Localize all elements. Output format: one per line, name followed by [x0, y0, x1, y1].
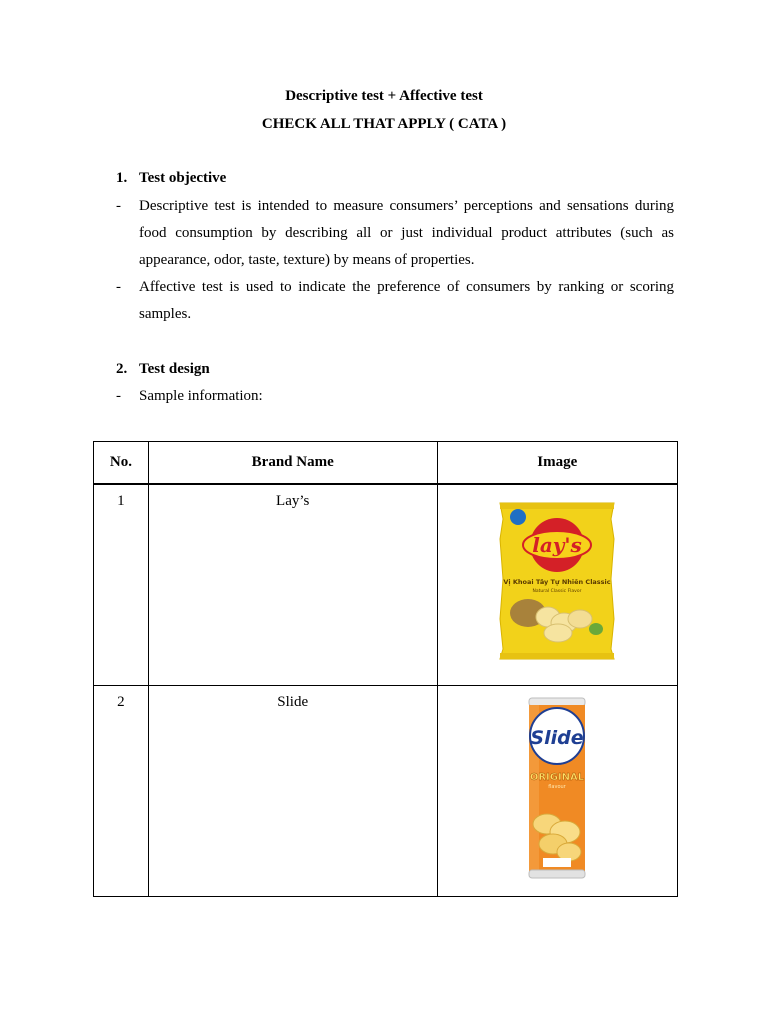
bullet-marker: - [116, 388, 121, 404]
header-brand-name: Brand Name [148, 442, 437, 485]
brand-name: Lay’s [276, 493, 310, 509]
section-number: 2. [116, 361, 128, 377]
slide-sub-text: flavour [548, 784, 567, 790]
cell-no [94, 686, 149, 897]
document-title: Descriptive test + Affective test [285, 88, 483, 104]
slide-logo-text: Slide [530, 727, 584, 749]
header-image: Image [437, 442, 677, 485]
cell-image [437, 484, 677, 686]
row-number: 2 [117, 694, 125, 710]
bullet-marker: - [116, 198, 121, 214]
section-heading-test-objective [116, 170, 226, 187]
header-no: No. [94, 442, 149, 485]
cell-brand [148, 686, 437, 897]
section-number: 1. [116, 170, 128, 186]
table-header-row [94, 442, 678, 485]
section-title: Test design [139, 361, 210, 377]
lays-flavor-text: Vị Khoai Tây Tự Nhiên Classic [503, 578, 611, 586]
table-row [94, 686, 678, 897]
bullet-text: Sample information: [139, 388, 263, 404]
bullet-affective-test [116, 274, 674, 328]
section-title: Test objective [139, 170, 227, 186]
document-subtitle: CHECK ALL THAT APPLY ( CATA ) [261, 116, 507, 132]
bullet-text: Descriptive test is intended to measure consumers’ perceptions and sensations during food consumption by describing all or just individual product attributes (such as appearance, odor, taste, texture) by means of properties. [139, 198, 674, 268]
cell-no [94, 484, 149, 686]
cell-image [437, 686, 677, 897]
sample-table [93, 441, 678, 897]
lays-subflavor-text: Natural Classic Flavor [532, 589, 582, 594]
bullet-descriptive-test [116, 193, 674, 274]
bullet-text: Affective test is used to indicate the preference of consumers by ranking or scoring samples. [139, 279, 674, 322]
section-heading-test-design [116, 361, 210, 378]
bullet-sample-information [116, 383, 674, 410]
cell-brand [148, 484, 437, 686]
table-row [94, 484, 678, 686]
row-number: 1 [117, 493, 125, 509]
lays-logo-text: lay's [532, 533, 583, 557]
brand-name: Slide [277, 694, 309, 710]
bullet-marker: - [116, 279, 121, 295]
lays-chip-bag-image [498, 499, 616, 661]
slide-chip-can-image [525, 696, 589, 880]
slide-flavor-text: ORIGINAL [530, 772, 585, 783]
